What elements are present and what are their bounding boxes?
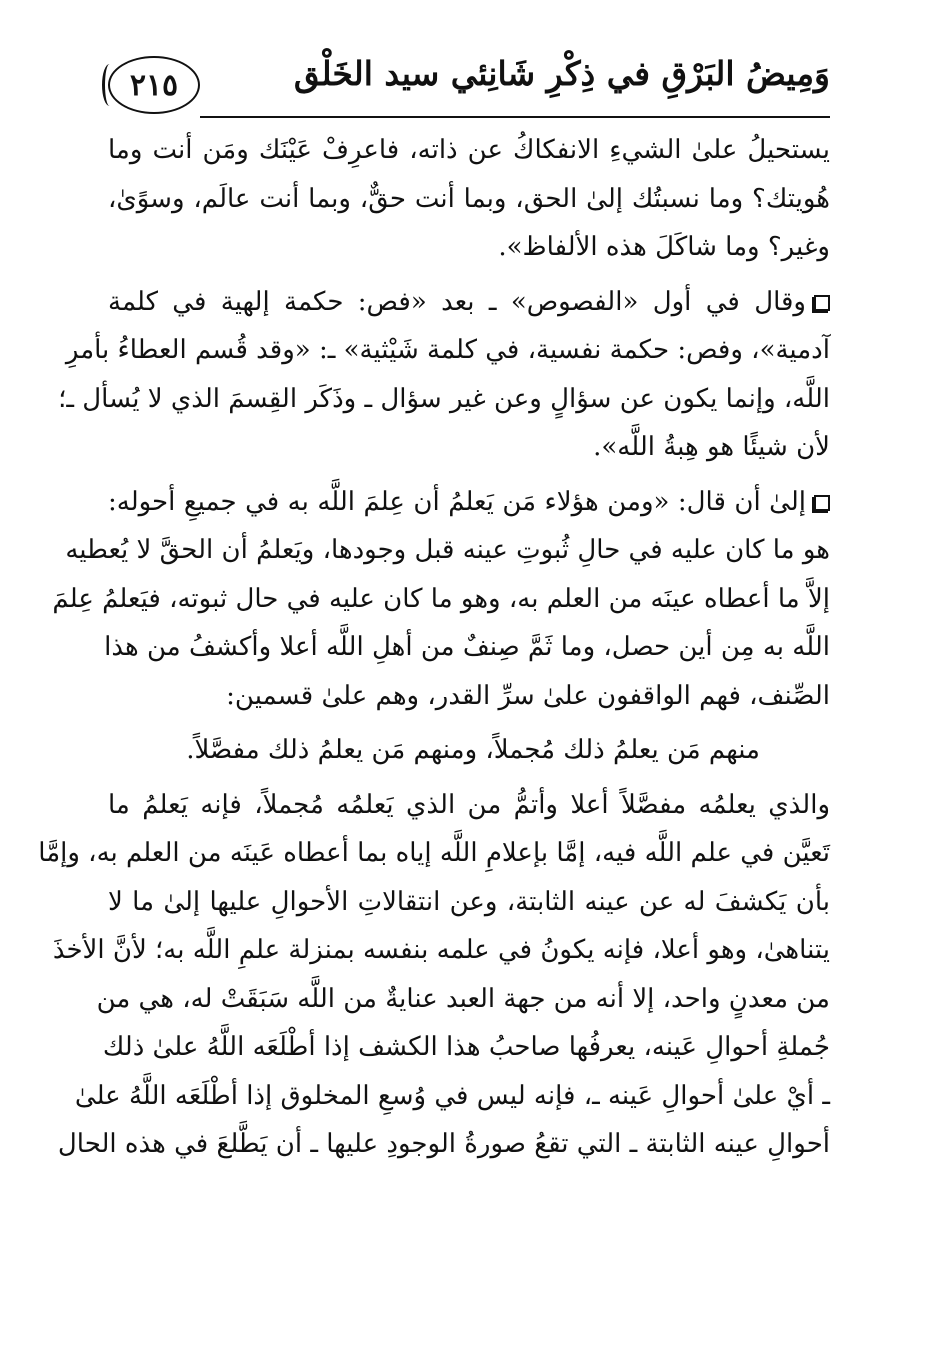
paragraph <box>38 781 830 1169</box>
body-text <box>38 126 830 1175</box>
text-line: اللَّه به مِن أين حصل، وما ثَمَّ صِنفٌ من أهلِ اللَّه أعلا وأكشفُ من هذا <box>104 632 830 662</box>
paragraph <box>58 278 830 472</box>
text-line: والذي يعلمُه مفصَّلاً أعلا وأتمُّ من الذي يَعلمُه مُجملاً، فإنه يَعلمُ ما <box>108 789 830 820</box>
page-header <box>100 40 830 122</box>
text-line: لأن شيئًا هو هِبةُ اللَّه». <box>593 432 830 462</box>
text-line: يتناهىٰ، وهو أعلا، فإنه يكونُ في علمه بنفسه بمنزلة علمِ اللَّه به؛ لأنَّ الأخذَ <box>52 935 830 965</box>
header-rule <box>200 116 830 118</box>
text-line: اللَّه، وإنما يكون عن سؤالٍ وعن غير سؤال ـ وذَكَر القِسمَ الذي لا يُسأل ـ؛ <box>58 383 830 414</box>
text-line: هُويتك؟ وما نسبتُك إلىٰ الحق، وبما أنت حقٌّ، وبما أنت عالَم، وسوًىٰ، <box>108 183 830 214</box>
square-marker-icon <box>814 295 830 311</box>
text-line: وغير؟ وما شاكَلَ هذه الألفاظ». <box>498 232 830 262</box>
text-line: جُملةِ أحوالِ عَينه، يعرفُها صاحبُ هذا الكشف إذا أطْلَعَه اللَّهُ علىٰ ذلك <box>102 1032 830 1062</box>
square-marker-icon <box>814 495 830 511</box>
text-line: أحوالِ عينه الثابتة ـ التي تقعُ صورةُ الوجودِ عليها ـ أن يَطَّلعَ في هذه الحال <box>57 1129 830 1159</box>
page-number: ٢١٥ <box>108 56 200 114</box>
text-line: إلاَّ ما أعطاه عينَه من العلم به، وهو ما كان عليه في حال ثبوته، فيَعلمُ عِلمَ <box>52 583 830 614</box>
paragraph <box>108 126 830 272</box>
marked-line <box>108 278 830 327</box>
text-line: ـ أيْ علىٰ أحوالِ عَينه ـ، فإنه ليس في وُسعِ المخلوق إذا أطْلَعَه اللَّهُ علىٰ <box>74 1080 830 1111</box>
text-line: إلىٰ أن قال: «ومن هؤلاء مَن يَعلمُ أن عِلمَ اللَّه به في جميعِ أحوله: <box>108 486 806 517</box>
text-line: بأن يَكشفَ له عن عينه الثابتة، وعن انتقالاتِ الأحوالِ عليها إلىٰ ما لا <box>108 886 830 917</box>
text-line: منهم مَن يعلمُ ذلك مُجملاً، ومنهم مَن يعلمُ ذلك مفصَّلاً. <box>186 735 760 765</box>
text-line: تَعيَّن في علم اللَّه فيه، إمَّا بإعلامِ اللَّه إياه بما أعطاه عَينَه من العلم به، وإمَّا <box>38 838 830 868</box>
paragraph <box>108 726 830 775</box>
paragraph <box>52 478 830 721</box>
text-line: آدمية»، وفص: حكمة نفسية، في كلمة شَيْثية» ـ: «وقد قُسم العطاءُ بأمرِ <box>65 335 830 365</box>
text-line: الصِّنف، فهم الواقفون علىٰ سرِّ القدر، وهم علىٰ قسمين: <box>226 680 830 711</box>
marked-line <box>108 478 830 527</box>
text-line: وقال في أول «الفصوص» ـ بعد «فص: حكمة إلهية في كلمة <box>108 286 806 317</box>
text-line: من معدنٍ واحد، إلا أنه من جهة العبد عنايةٌ من اللَّه سَبَقَتْ له، هي من <box>96 983 830 1014</box>
running-title: وَمِيضُ البَرْقِ في ذِكْرِ شَانِئي سيد الخَلْق <box>293 54 830 93</box>
text-line: يستحيلُ علىٰ الشيءِ الانفكاكُ عن ذاته، فاعرِفْ عَيْنَك ومَن أنت وما <box>108 135 830 165</box>
text-line: هو ما كان عليه في حالِ ثُبوتِ عينه قبل وجودها، ويَعلمُ أن الحقَّ لا يُعطيه <box>65 535 830 565</box>
